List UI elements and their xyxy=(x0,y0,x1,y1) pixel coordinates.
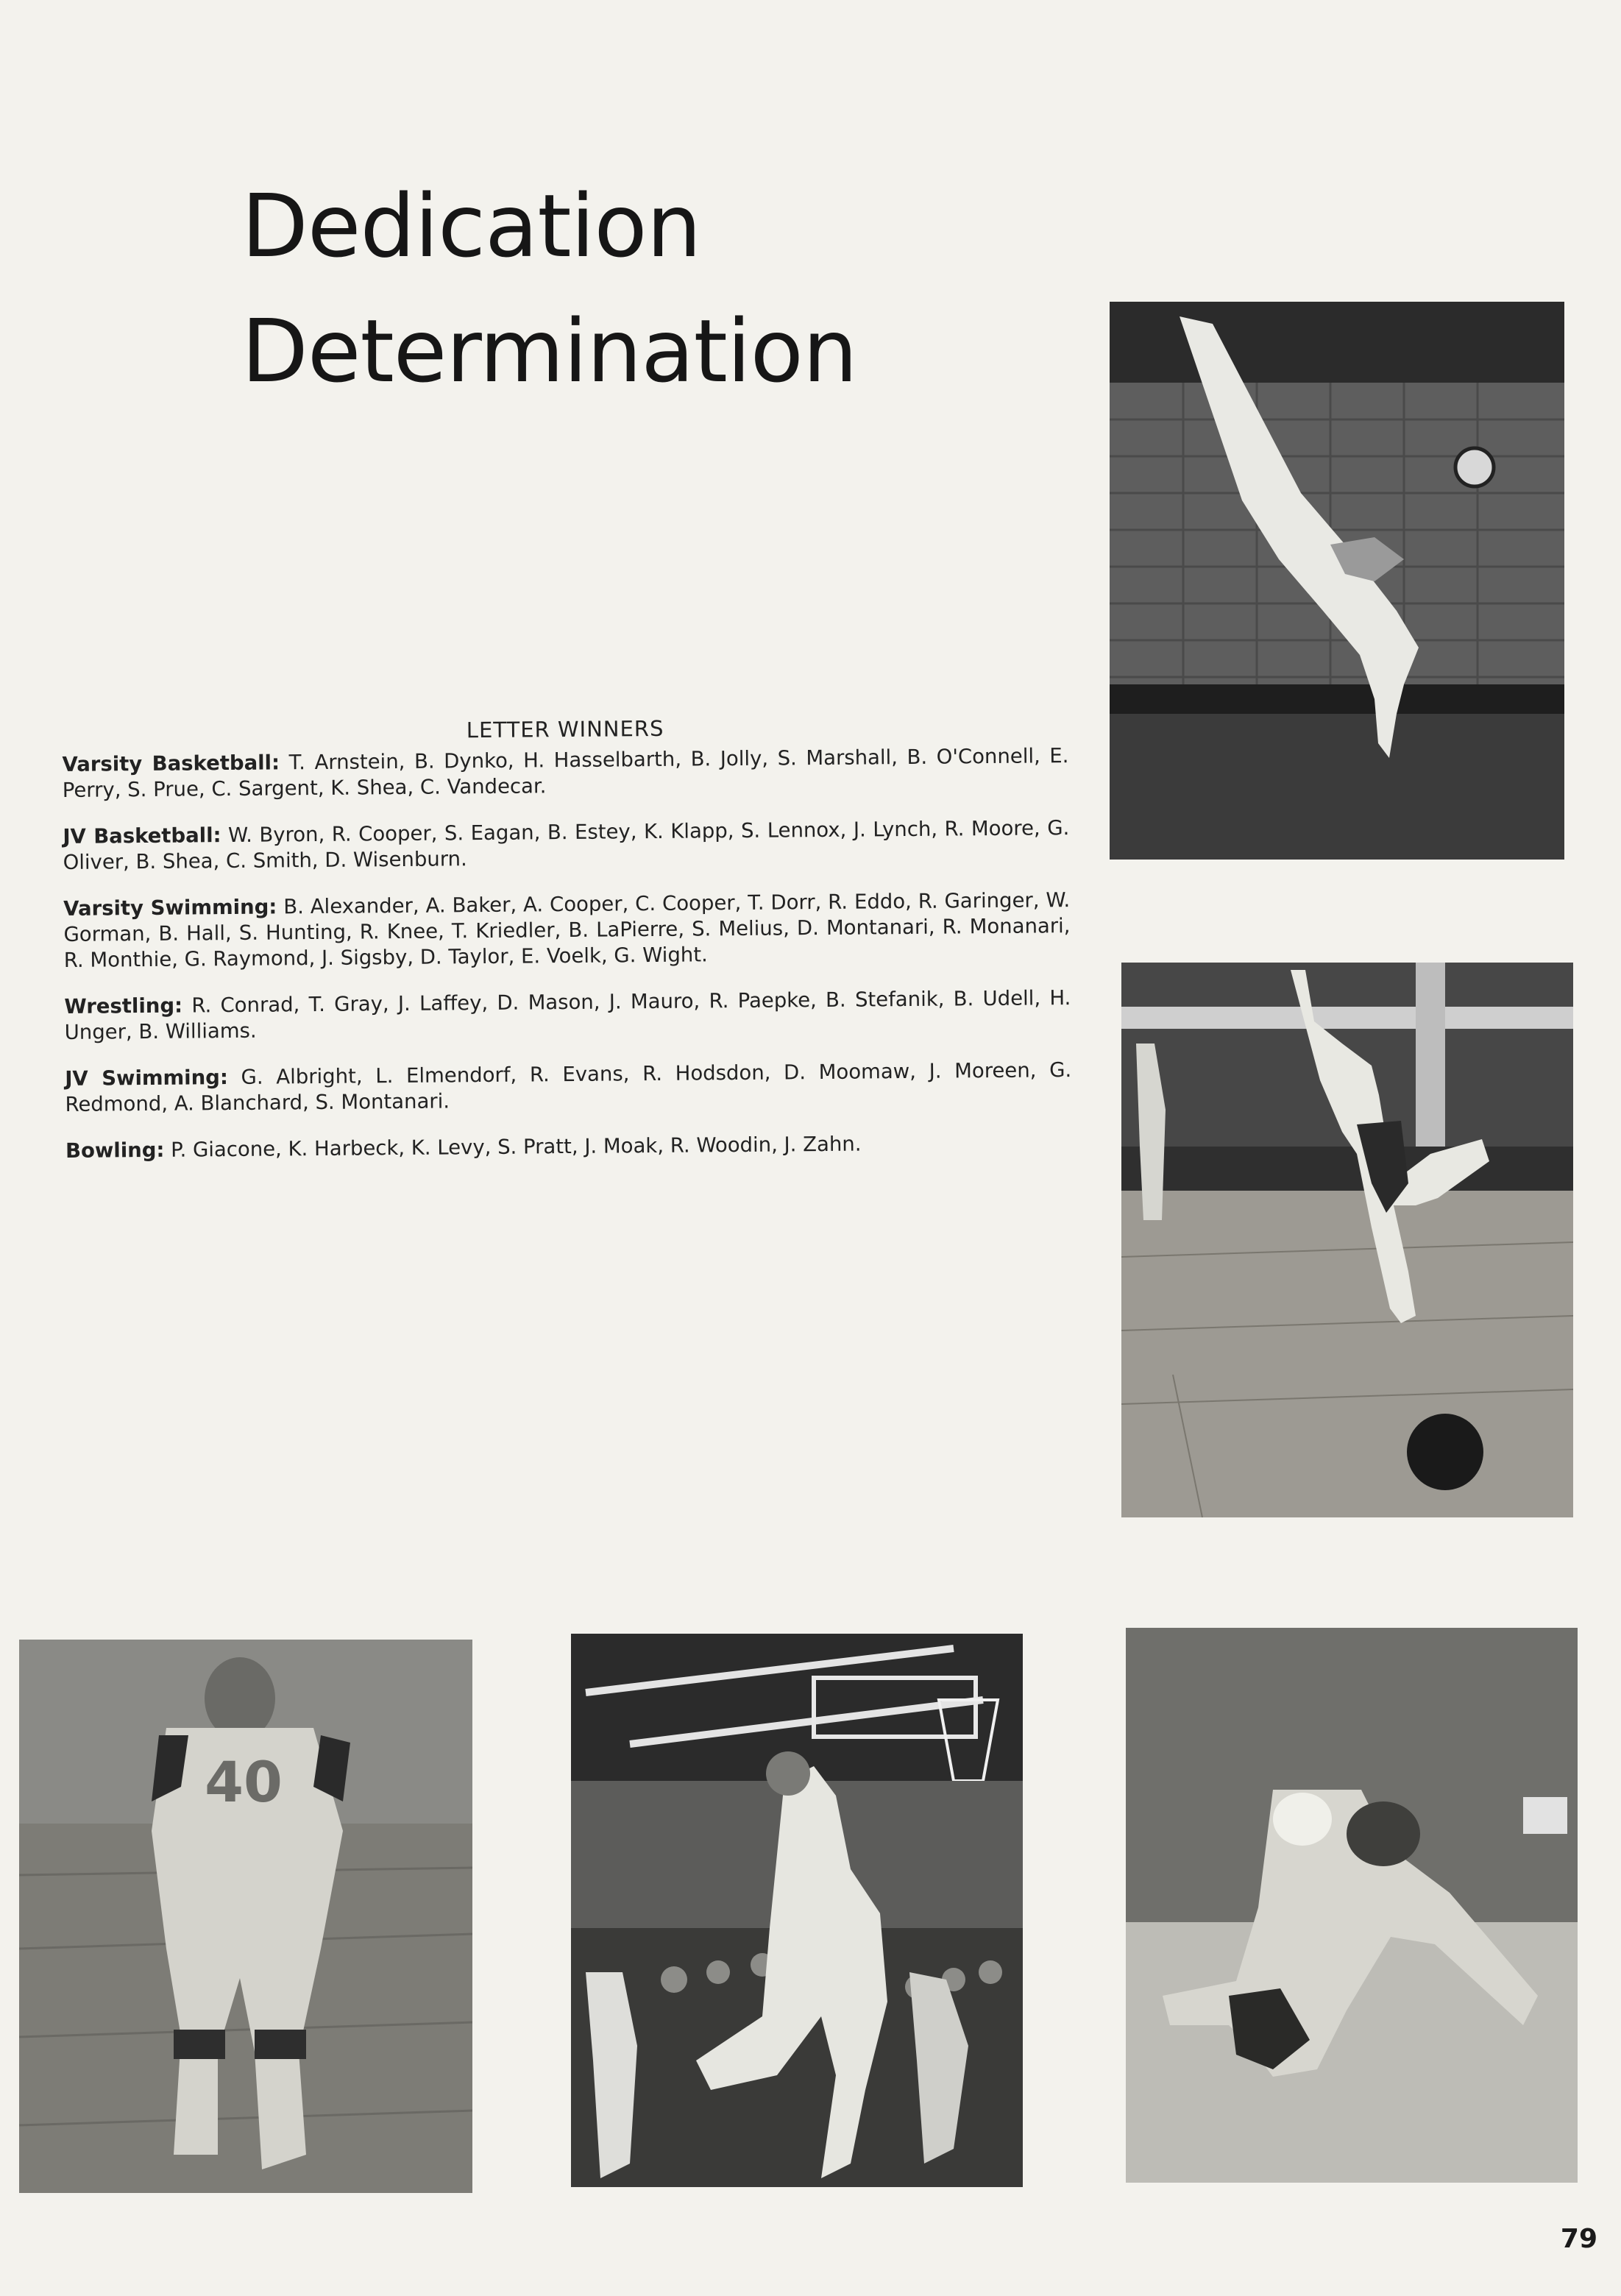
jersey-number: 40 xyxy=(205,1749,283,1815)
football-image xyxy=(19,1640,472,2193)
entry-varsity-basketball xyxy=(62,743,1069,804)
entry-varsity-swimming xyxy=(63,887,1071,974)
athlete-names: G. Albright, L. Elmendorf, R. Evans, R. Hodsdon, D. Moomaw, J. Moreen, G. Redmond, A. Blanchard, S. Montanari. xyxy=(65,1058,1072,1116)
page-title-line-2: Determination xyxy=(241,300,857,402)
entry-wrestling xyxy=(64,985,1071,1046)
athlete-names: B. Alexander, A. Baker, A. Cooper, C. Cooper, T. Dorr, R. Eddo, R. Garinger, W. Gorman, B. Hall, S. Hunting, R. Knee, T. Kriedler, B. LaPierre, S. Melius, D. Montanari, R. Monanari, R. Monthie, G. Raymond, J. Sigsby, D. Taylor, E. Voelk, G. Wight. xyxy=(63,888,1071,972)
sport-name: Wrestling: xyxy=(64,993,183,1018)
sport-name: Varsity Basketball: xyxy=(62,751,280,776)
letter-winners-heading: LETTER WINNERS xyxy=(466,715,664,743)
sport-name: JV Basketball: xyxy=(63,823,221,848)
photo-bowler xyxy=(1121,963,1573,1517)
photo-diver xyxy=(1110,302,1564,860)
athlete-names: R. Conrad, T. Gray, J. Laffey, D. Mason, J. Mauro, R. Paepke, B. Stefanik, B. Udell, H. Unger, B. Williams. xyxy=(64,986,1071,1044)
page-number: 79 xyxy=(1560,2224,1597,2254)
diver-image xyxy=(1110,302,1564,860)
entry-bowling xyxy=(65,1130,1072,1164)
sport-name: JV Swimming: xyxy=(65,1066,229,1091)
photo-basketball xyxy=(571,1634,1023,2187)
sport-name: Varsity Swimming: xyxy=(63,895,277,921)
athlete-names: P. Giacone, K. Harbeck, K. Levy, S. Pratt, J. Moak, R. Woodin, J. Zahn. xyxy=(171,1132,862,1162)
photo-football xyxy=(19,1640,472,2193)
athlete-names: W. Byron, R. Cooper, S. Eagan, B. Estey, K. Klapp, S. Lennox, J. Lynch, R. Moore, G. Oliver, B. Shea, C. Smith, D. Wisenburn. xyxy=(63,816,1070,874)
letter-winners-section xyxy=(62,712,1072,1185)
athlete-names: T. Arnstein, B. Dynko, H. Hasselbarth, B. Jolly, S. Marshall, B. O'Connell, E. Perry, S. Prue, C. Sargent, K. Shea, C. Vandecar. xyxy=(62,744,1069,802)
entry-jv-basketball xyxy=(63,815,1070,876)
entry-jv-swimming xyxy=(65,1057,1072,1118)
page-title-line-1: Dedication xyxy=(241,175,701,277)
basketball-image xyxy=(571,1634,1023,2187)
wrestling-image xyxy=(1126,1628,1578,2183)
photo-wrestling xyxy=(1126,1628,1578,2183)
bowler-image xyxy=(1121,963,1573,1517)
sport-name: Bowling: xyxy=(65,1138,165,1163)
